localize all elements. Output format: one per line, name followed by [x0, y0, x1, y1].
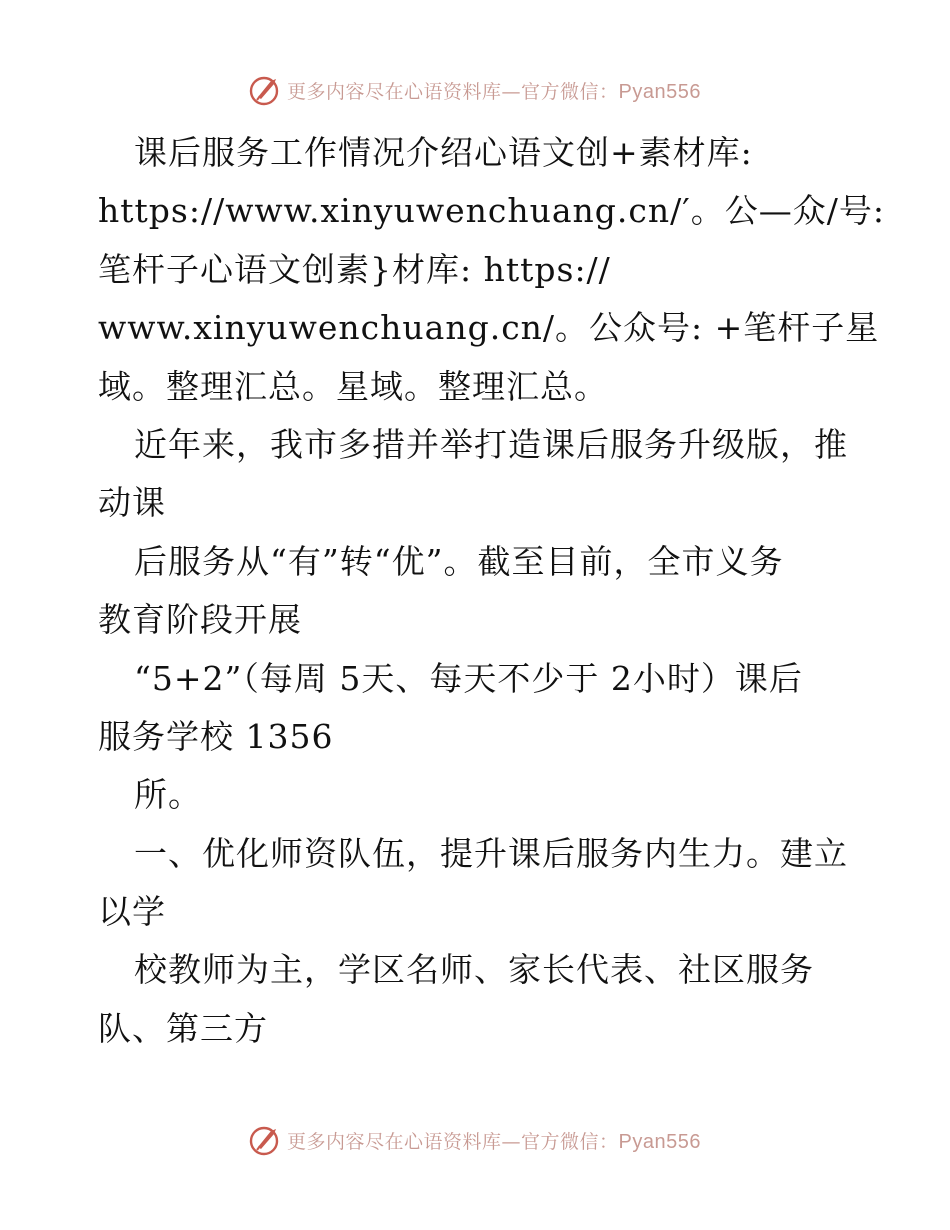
text-line: 课后服务工作情况介绍心语文创+素材库:	[134, 133, 753, 172]
watermark-text: 更多内容尽在心语资料库—官方微信：Pyan556	[287, 80, 701, 103]
text-line: 一、优化师资队伍，提升课后服务内生力。建立	[134, 833, 848, 873]
text-line: www.xinyuwenchuang.cn/。公众号: +笔杆子星	[98, 308, 880, 348]
text-line: 域。整理汇总。星域。整理汇总。	[98, 366, 608, 406]
text-line: 教育阶段开展	[98, 600, 302, 640]
document-body	[98, 124, 885, 1058]
text-line: 所。	[134, 775, 202, 815]
text-line: 后服务从“有”转“优”。截至目前，全市义务	[134, 541, 784, 581]
text-line: 笔杆子心语文创素}材库: https://	[98, 249, 611, 289]
header-watermark	[0, 70, 950, 110]
text-line: 以学	[98, 892, 166, 932]
watermark-text: 更多内容尽在心语资料库—官方微信：Pyan556	[287, 1130, 701, 1153]
text-line: https://www.xinyuwenchuang.cn/′。公—众/号:	[98, 191, 885, 231]
text-line: 队、第三方	[98, 1008, 268, 1048]
text-line: 动课	[98, 483, 166, 523]
text-line: 近年来，我市多措并举打造课后服务升级版，推	[134, 424, 848, 464]
quill-logo-icon	[249, 73, 283, 107]
quill-logo-icon	[249, 1123, 283, 1157]
text-line: 服务学校 1356	[98, 716, 334, 756]
text-line: “5+2”（每周 5天、每天不少于 2小时）课后	[134, 658, 803, 698]
text-line: 校教师为主，学区名师、家长代表、社区服务	[134, 950, 814, 990]
footer-watermark	[0, 1120, 950, 1160]
